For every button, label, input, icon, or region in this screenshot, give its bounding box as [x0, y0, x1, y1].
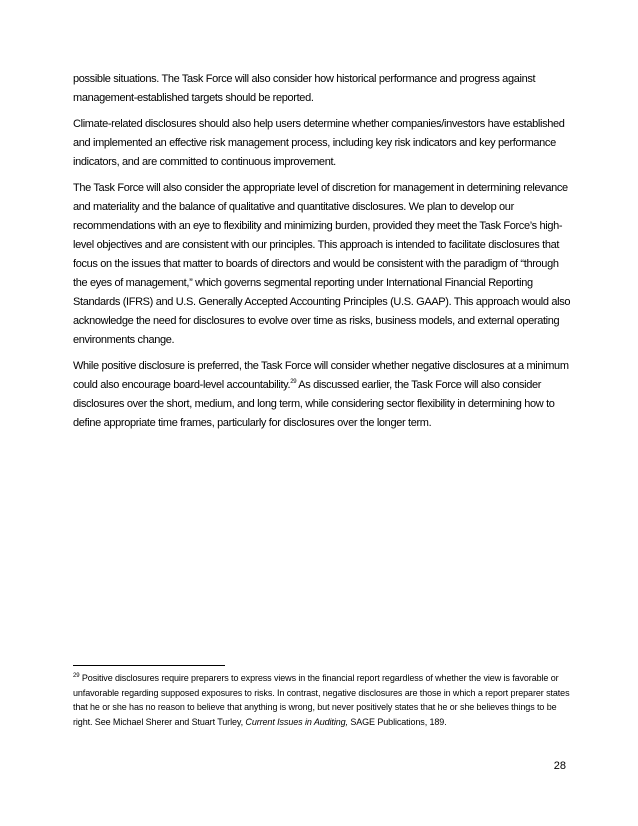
footnote-publisher: SAGE Publications, 189. [347, 716, 447, 727]
body-text [73, 70, 573, 440]
footnote-reference[interactable]: 29 [290, 379, 297, 385]
paragraph-3: The Task Force will also consider the appropriate level of discretion for management in determining relevance and materiality and the balance of qualitative and quantitative disclosures. We plan to develop our recommendations with an eye to flexibility and minimizing burden, provided they meet the Task Force’s high-level objectives and are consistent with our principles. This approach is intended to facilitate disclosures that focus on the issues that matter to boards of directors and would be consistent with the paradigm of “through the eyes of management,” which governs segmental reporting under International Financial Reporting Standards (IFRS) and U.S. Generally Accepted Accounting Principles (U.S. GAAP). This approach would also acknowledge the need for disclosures to evolve over time as risks, business models, and external operating environments change. [73, 182, 571, 346]
footnote-text: Positive disclosures require preparers to express views in the financial report regardless of whether the view is favorable or unfavorable regarding supposed exposures to risks. In contrast, negative disclosures are those in which a report preparer states that he or she has no reason to believe that anything is wrong, but never positively states that he or she believes things to be right. See Michael Sherer and Stuart Turley, [73, 673, 570, 727]
footnote-number: 29 [73, 673, 80, 679]
paragraph-1: possible situations. The Task Force will also consider how historical performance and progress against management-established targets should be reported. [73, 73, 536, 104]
page-number: 28 [553, 760, 566, 772]
paragraph-2: Climate-related disclosures should also help users determine whether companies/investors have established and implemented an effective risk management process, including key risk indicators and key performance indicators, and are committed to continuous improvement. [73, 118, 565, 168]
footnote [73, 671, 573, 729]
paragraph-4 [73, 357, 573, 433]
paragraph-4-text-after: As discussed earlier, the Task Force will also consider disclosures over the short, medium, and long term, while considering sector flexibility in determining how to define appropriate time frames, particularly for disclosures over the longer term. [73, 379, 555, 429]
paragraph-4-text-before: While positive disclosure is preferred, the Task Force will consider whether negative disclosures at a minimum could also encourage board-level accountability. [73, 360, 569, 391]
footnote-book-title: Current Issues in Auditing, [245, 716, 348, 727]
footnote-separator [73, 665, 225, 666]
